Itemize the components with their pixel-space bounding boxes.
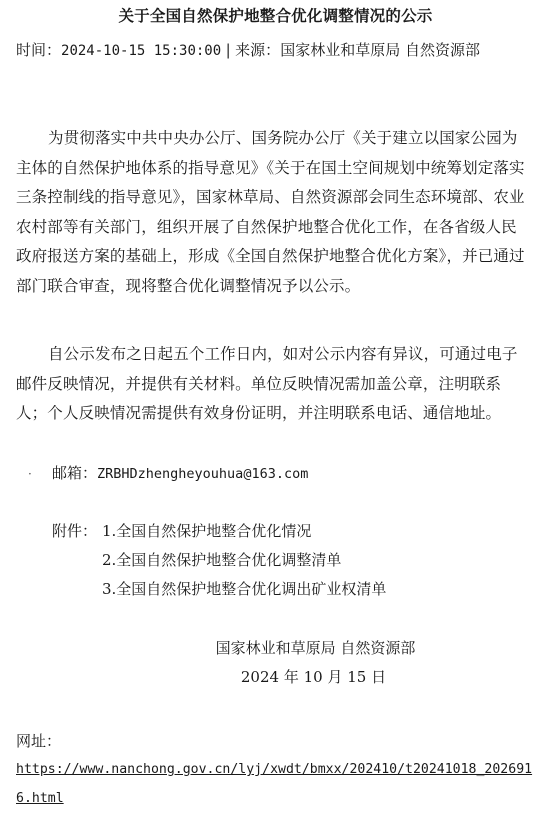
signature-date: 2024 年 10 月 15 日 [240,668,387,686]
attachment-item[interactable]: 2.全国自然保护地整合优化调整清单 [102,551,342,569]
email-line [16,459,308,488]
attachments-label: 附件： [52,522,98,540]
document-meta [16,36,526,66]
attachments-list [52,517,386,604]
source-label: 来源： [235,41,281,59]
attachment-row [52,546,386,575]
time-label: 时间： [16,41,62,59]
bullet-dot: · [28,467,32,481]
meta-separator: | [225,41,231,59]
source-value: 国家林业和草原局 自然资源部 [280,41,480,59]
email-address[interactable]: ZRBHDzhengheyouhua@163.com [97,466,309,482]
attachment-row [52,575,386,604]
url-label: 网址： [16,732,62,750]
attachment-item[interactable]: 3.全国自然保护地整合优化调出矿业权清单 [102,580,387,598]
time-value: 2024-10-15 15:30:00 [61,43,222,59]
body-paragraph: 自公示发布之日起五个工作日内，如对公示内容有异议，可通过电子邮件反映情况，并提供有关材料。单位反映情况需加盖公章，注明联系人；个人反映情况需提供有效身份证明，并注明联系电话、通信地址。 [16,345,518,423]
source-url-link[interactable]: https://www.nanchong.gov.cn/lyj/xwdt/bmxx/202410/t20241018_2026916.html [16,762,533,806]
email-label: 邮箱： [52,464,98,482]
attachment-item[interactable]: 1.全国自然保护地整合优化情况 [102,522,312,540]
body-paragraph: 为贯彻落实中共中央办公厅、国务院办公厅《关于建立以国家公园为主体的自然保护地体系的指导意见》《关于在国土空间规划中统筹划定落实三条控制线的指导意见》，国家林草局、自然资源部会同生态环境部、农业农村部等有关部门，组织开展了自然保护地整合优化工作，在各省级人民政府报送方案的基础上，形成《全国自然保护地整合优化方案》，并已通过部门联合审查，现将整合优化调整情况予以公示。 [16,129,525,295]
attachment-row [52,517,386,546]
document-title: 关于全国自然保护地整合优化调整情况的公示 [118,7,433,25]
signature-org: 国家林业和草原局 自然资源部 [215,639,416,657]
